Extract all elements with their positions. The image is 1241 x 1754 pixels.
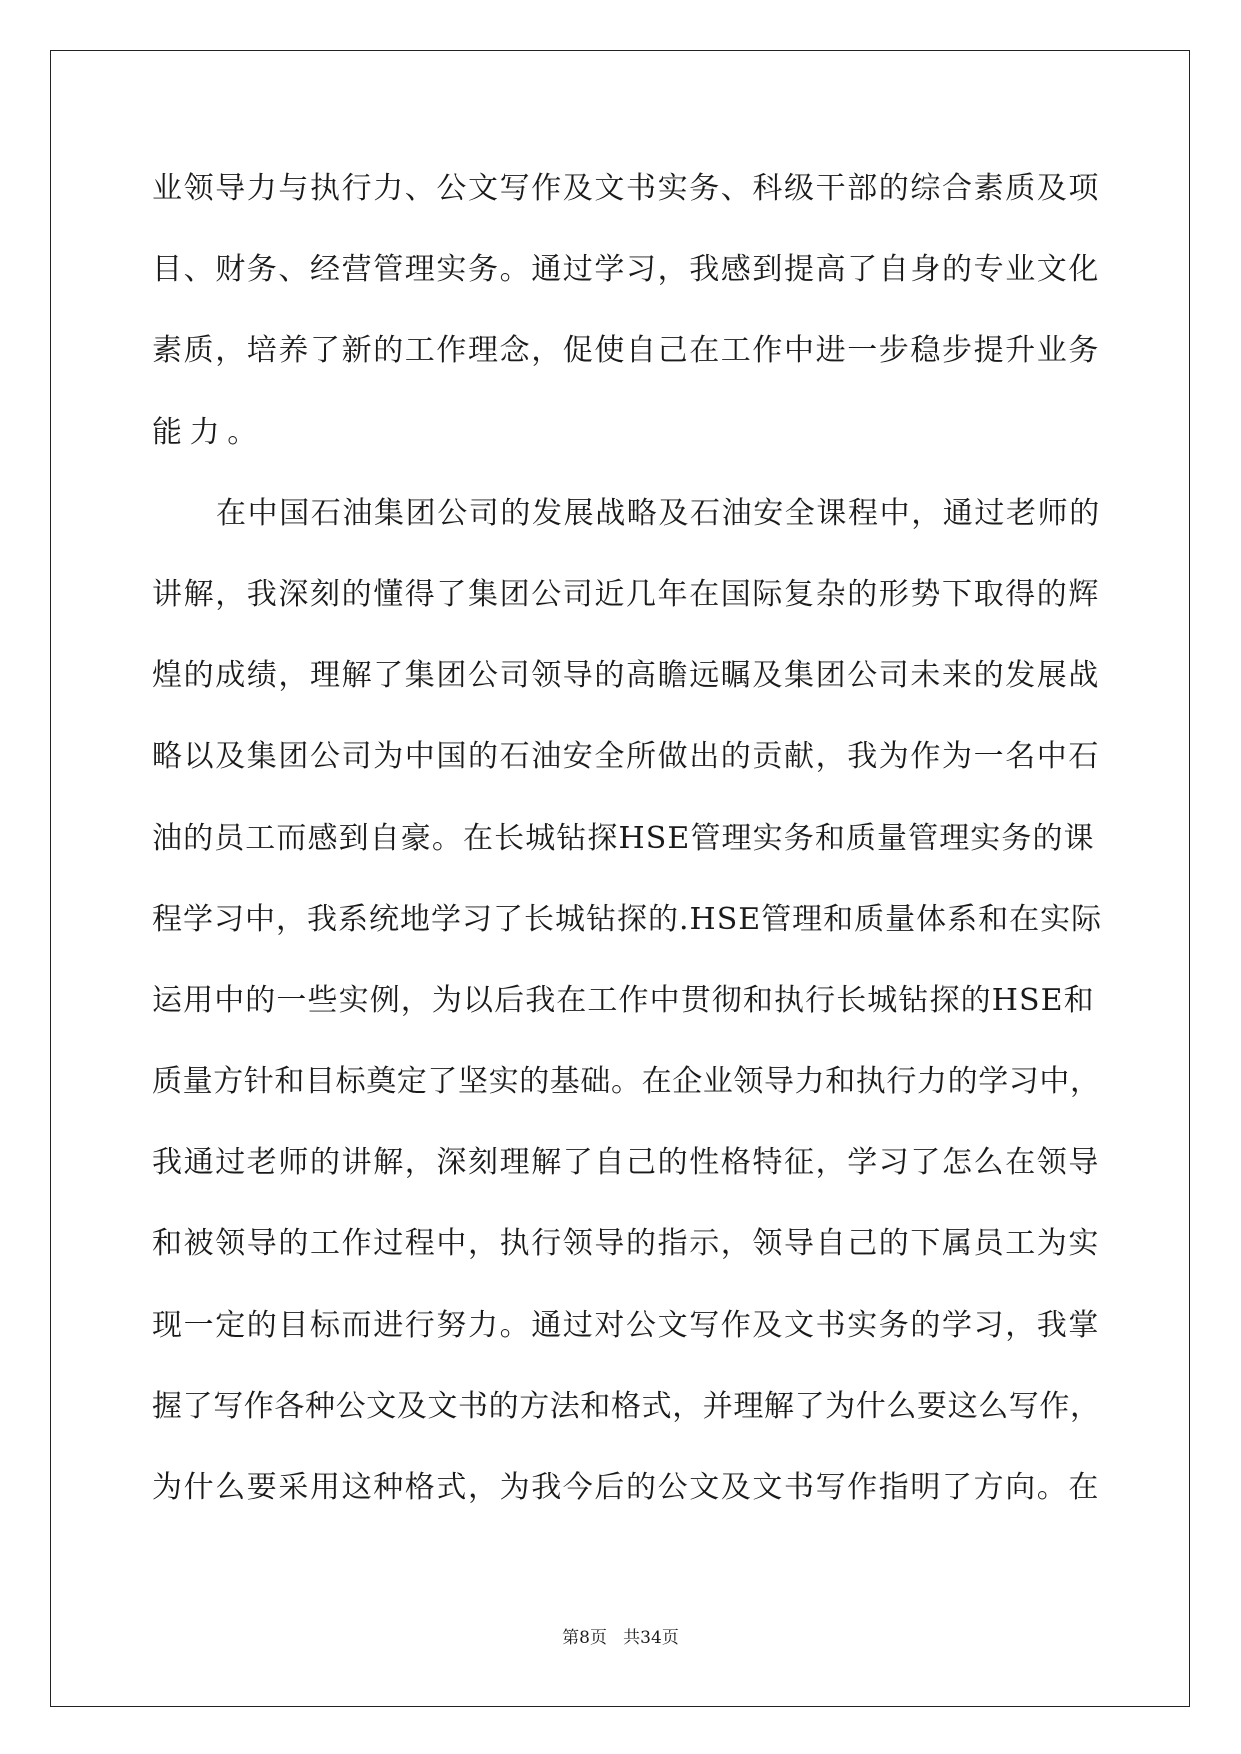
- text-line: 煌的成绩，理解了集团公司领导的高瞻远瞩及集团公司未来的发展战: [152, 658, 1100, 694]
- text-line: 为什么要采用这种格式，为我今后的公文及文书写作指明了方向。在: [152, 1470, 1100, 1505]
- text-line: 略以及集团公司为中国的石油安全所做出的贡献，我为作为一名中石: [152, 739, 1100, 775]
- text-line: 能力。: [152, 414, 265, 450]
- text-line: 我通过老师的讲解，深刻理解了自己的性格特征，学习了怎么在领导: [152, 1145, 1100, 1181]
- text-line: 业领导力与执行力、公文写作及文书实务、科级干部的综合素质及项: [152, 171, 1100, 206]
- text-line: 质量方针和目标奠定了坚实的基础。在企业领导力和执行力的学习中，: [152, 1064, 1101, 1100]
- page-number: 第8页 共34页: [562, 1628, 679, 1648]
- text-line: 握了写作各种公文及文书的方法和格式，并理解了为什么要这么写作，: [152, 1388, 1101, 1424]
- text-line: 目、财务、经营管理实务。通过学习，我感到提高了自身的专业文化: [152, 252, 1100, 288]
- text-line: 素质，培养了新的工作理念，促使自己在工作中进一步稳步提升业务: [152, 333, 1100, 369]
- body-text: [152, 168, 1102, 1548]
- text-line: 现一定的目标而进行努力。通过对公文写作及文书实务的学习，我掌: [152, 1307, 1100, 1343]
- paragraph-first-line: 在中国石油集团公司的发展战略及石油安全课程中，通过老师的: [216, 495, 1101, 531]
- text-line: 和被领导的工作过程中，执行领导的指示，领导自己的下属员工为实: [152, 1226, 1100, 1262]
- text-line: 程学习中，我系统地学习了长城钻探的.HSE管理和质量体系和在实际: [152, 901, 1103, 937]
- text-line: 运用中的一些实例，为以后我在工作中贯彻和执行长城钻探的HSE和: [152, 982, 1095, 1018]
- text-line: 油的员工而感到自豪。在长城钻探HSE管理实务和质量管理实务的课: [152, 820, 1095, 856]
- text-line: 讲解，我深刻的懂得了集团公司近几年在国际复杂的形势下取得的辉: [152, 576, 1100, 612]
